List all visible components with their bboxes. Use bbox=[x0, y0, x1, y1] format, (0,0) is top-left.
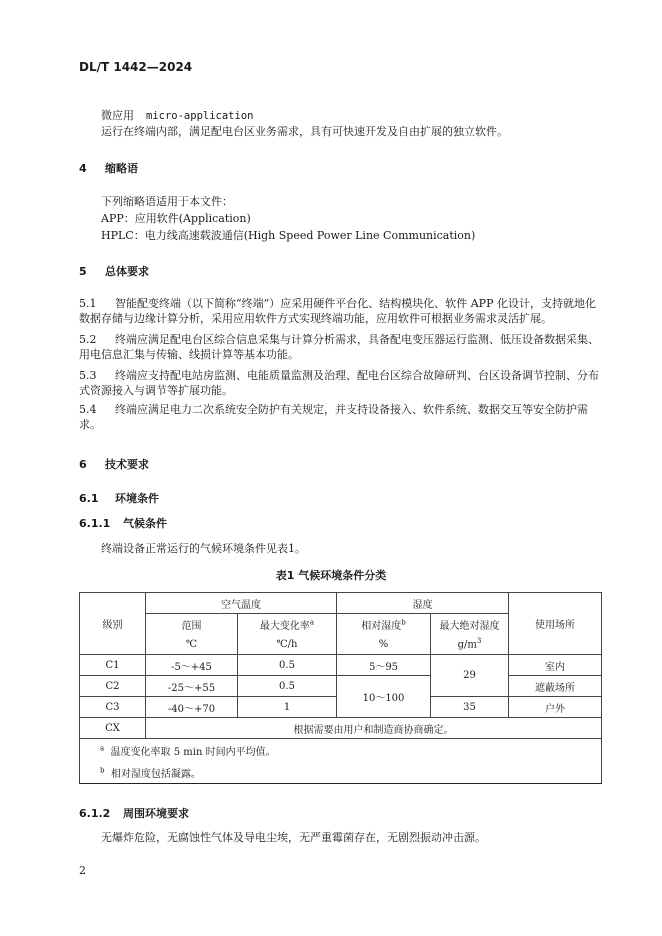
cell-range: -5～+45 bbox=[146, 655, 238, 676]
header-location: 使用场所 bbox=[509, 593, 602, 655]
section-5-heading bbox=[79, 263, 149, 279]
header-range: 范围 bbox=[146, 614, 238, 635]
section-6-1-1-title: 气候条件 bbox=[123, 517, 167, 530]
table-caption: 表1 气候环境条件分类 bbox=[275, 569, 387, 582]
cell-abs-merged: 29 bbox=[431, 655, 509, 697]
header-abs-humidity: 最大绝对湿度 bbox=[431, 614, 509, 635]
cell-location: 室内 bbox=[509, 655, 602, 676]
clause-text: 终端应满足电力二次系统安全防护有关规定，并支持设备接入、软件系统、数据交互等安全防护需求。 bbox=[79, 403, 588, 431]
cell-rate: 0.5 bbox=[238, 676, 337, 697]
cell-location: 户外 bbox=[509, 697, 602, 718]
header-air-temp: 空气温度 bbox=[146, 593, 337, 614]
cell-abs: 35 bbox=[431, 697, 509, 718]
environment-text: 无爆炸危险，无腐蚀性气体及导电尘埃，无严重霉菌存在，无剧烈振动冲击源。 bbox=[101, 831, 486, 844]
section-6-title: 技术要求 bbox=[105, 458, 149, 471]
cell-cx-text: 根据需要由用户和制造商协商确定。 bbox=[146, 718, 602, 739]
section-6-number: 6 bbox=[79, 458, 87, 471]
note-a-text: 温度变化率取 5 min 时间内平均值。 bbox=[110, 746, 276, 758]
cell-range: -25～+55 bbox=[146, 676, 238, 697]
cell-grade: C3 bbox=[80, 697, 146, 718]
page-number: 2 bbox=[79, 864, 86, 877]
section-6-1-1-number: 6.1.1 bbox=[79, 517, 111, 530]
clause-number: 5.1 bbox=[79, 297, 97, 310]
header-rel-humidity-label: 相对湿度 bbox=[361, 620, 402, 632]
header-max-rate bbox=[238, 614, 337, 635]
clause-5-3 bbox=[79, 368, 601, 398]
cell-grade: C2 bbox=[80, 676, 146, 697]
cell-rel-merged: 10～100 bbox=[337, 676, 431, 718]
cell-rel: 5～95 bbox=[337, 655, 431, 676]
table-row bbox=[80, 655, 602, 676]
climate-intro: 终端设备正常运行的气候环境条件见表1。 bbox=[101, 542, 306, 555]
table-note-b bbox=[80, 761, 602, 784]
clause-number: 5.4 bbox=[79, 403, 97, 416]
abbrev-item-hplc: HPLC：电力线高速载波通信(High Speed Power Line Communication) bbox=[101, 229, 476, 242]
section-6-1-2-heading bbox=[79, 805, 189, 821]
header-humidity: 湿度 bbox=[337, 593, 509, 614]
unit-abs bbox=[431, 634, 509, 655]
clause-5-1 bbox=[79, 296, 601, 326]
unit-abs-exponent: 3 bbox=[476, 637, 482, 646]
section-6-1-heading bbox=[79, 490, 159, 506]
clause-text: 终端应支持配电站房监测、电能质量监测及治理、配电台区综合故障研判、台区设备调节控制、分布式资源接入与调节等扩展功能。 bbox=[79, 369, 599, 397]
document-id: DL/T 1442—2024 bbox=[79, 60, 193, 74]
header-grade: 级别 bbox=[80, 593, 146, 655]
section-6-1-title: 环境条件 bbox=[115, 492, 159, 505]
unit-rel: % bbox=[337, 634, 431, 655]
definition-text: 运行在终端内部，满足配电台区业务需求，具有可快速开发及自由扩展的独立软件。 bbox=[101, 125, 508, 138]
definition-term bbox=[101, 108, 253, 124]
header-rel-humidity bbox=[337, 614, 431, 635]
unit-abs-label: g/m bbox=[457, 639, 477, 651]
section-4-heading bbox=[79, 160, 138, 176]
cell-rate: 1 bbox=[238, 697, 337, 718]
clause-text: 智能配变终端（以下简称“终端”）应采用硬件平台化、结构模块化、软件 APP 化设计，支持就地化数据存储与边缘计算分析，采用应用软件方式实现终端功能，应用软件可根据业务需求灵活扩展。 bbox=[79, 297, 596, 325]
table-row bbox=[80, 676, 602, 697]
table-note-row bbox=[80, 739, 602, 762]
clause-number: 5.3 bbox=[79, 369, 97, 382]
note-b-text: 相对湿度包括凝露。 bbox=[110, 768, 201, 780]
unit-rate: ℃/h bbox=[238, 634, 337, 655]
cell-grade: C1 bbox=[80, 655, 146, 676]
abbrev-item-app: APP：应用软件(Application) bbox=[101, 212, 251, 225]
table-header-row bbox=[80, 593, 602, 614]
section-6-1-1-heading bbox=[79, 515, 167, 531]
climate-table bbox=[79, 592, 602, 784]
clause-number: 5.2 bbox=[79, 333, 97, 346]
abbrev-intro: 下列缩略语适用于本文件： bbox=[101, 195, 233, 208]
section-6-1-2-number: 6.1.2 bbox=[79, 807, 111, 820]
note-marker-b: b bbox=[401, 618, 406, 627]
clause-5-2 bbox=[79, 332, 601, 362]
section-5-title: 总体要求 bbox=[105, 265, 149, 278]
note-a-marker: a bbox=[100, 744, 105, 753]
section-6-heading bbox=[79, 456, 149, 472]
table-row bbox=[80, 718, 602, 739]
table-note-row bbox=[80, 761, 602, 784]
section-4-title: 缩略语 bbox=[105, 162, 138, 175]
section-4-number: 4 bbox=[79, 162, 87, 175]
cell-range: -40～+70 bbox=[146, 697, 238, 718]
clause-text: 终端应满足配电台区综合信息采集与计算分析需求，具备配电变压器运行监测、低压设备数据采集、用电信息汇集与传输、线损计算等基本功能。 bbox=[79, 333, 599, 361]
unit-range: ℃ bbox=[146, 634, 238, 655]
definition-term-en: micro-application bbox=[146, 110, 254, 122]
definition-term-cn: 微应用 bbox=[101, 109, 134, 122]
section-6-1-number: 6.1 bbox=[79, 492, 99, 505]
cell-grade: CX bbox=[80, 718, 146, 739]
section-5-number: 5 bbox=[79, 265, 87, 278]
header-max-rate-label: 最大变化率 bbox=[259, 620, 310, 632]
cell-location: 遮蔽场所 bbox=[509, 676, 602, 697]
table-note-a bbox=[80, 739, 602, 762]
note-marker-a: a bbox=[309, 618, 315, 627]
cell-rate: 0.5 bbox=[238, 655, 337, 676]
note-b-marker: b bbox=[100, 766, 105, 775]
clause-5-4 bbox=[79, 402, 601, 432]
section-6-1-2-title: 周围环境要求 bbox=[123, 807, 189, 820]
